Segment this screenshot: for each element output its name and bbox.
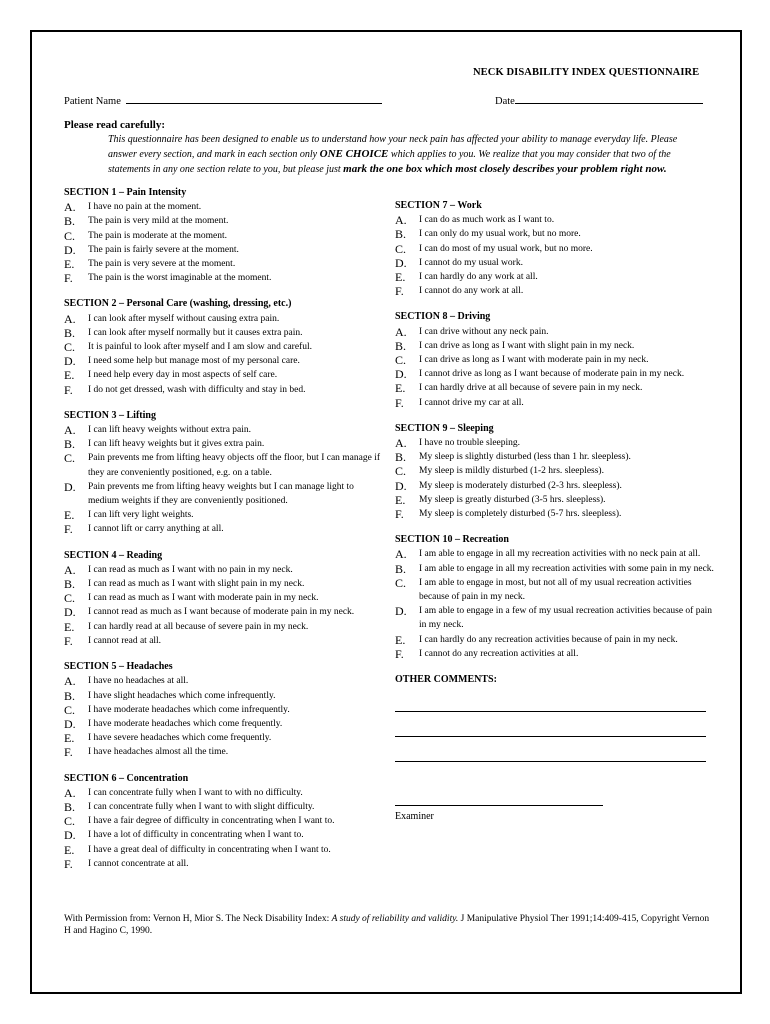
option-letter: E. <box>395 381 406 396</box>
instructions-text <box>108 132 708 177</box>
option-text: I cannot read at all. <box>88 635 162 646</box>
option-letter: E. <box>64 731 75 746</box>
option-letter: C. <box>64 228 76 243</box>
instructions-heading: Please read carefully: <box>64 119 166 131</box>
date-line[interactable] <box>515 94 703 104</box>
questionnaire-section <box>64 186 384 285</box>
option-letter: C. <box>64 451 76 466</box>
option-text: I can read as much as I want with slight pain in my neck. <box>88 579 305 590</box>
questionnaire-section <box>395 422 715 521</box>
option-letter: D. <box>64 479 76 494</box>
section-title: SECTION 2 – Personal Care (washing, dressing, etc.) <box>64 298 292 310</box>
answer-option[interactable] <box>395 493 715 507</box>
option-text: I can drive as long as I want with slight pain in my neck. <box>419 340 635 351</box>
option-text: I cannot drive as long as I want because of moderate pain in my neck. <box>419 369 685 380</box>
answer-option[interactable] <box>64 312 384 326</box>
option-text: I can hardly do any work at all. <box>419 272 538 283</box>
option-text: I am able to engage in a few of my usual recreation activities because of pain in my neck. <box>419 606 713 631</box>
answer-option[interactable] <box>64 717 384 731</box>
answer-option[interactable] <box>395 647 715 661</box>
option-text: I am able to engage in all my recreation activities with no neck pain at all. <box>419 549 701 560</box>
answer-option[interactable] <box>64 214 384 228</box>
option-letter: B. <box>64 799 76 814</box>
right-column <box>395 199 715 825</box>
page-title: NECK DISABILITY INDEX QUESTIONNAIRE <box>473 67 700 78</box>
answer-option[interactable] <box>64 828 384 842</box>
option-text: I can do most of my usual work, but no more. <box>419 243 593 254</box>
questionnaire-section <box>64 660 384 759</box>
option-text: I have a lot of difficulty in concentrating when I want to. <box>88 830 304 841</box>
answer-option[interactable] <box>64 786 384 800</box>
option-letter: F. <box>64 522 73 537</box>
option-text: I can look after myself normally but it causes extra pain. <box>88 327 303 338</box>
answer-option[interactable] <box>64 731 384 745</box>
section-title: SECTION 7 – Work <box>395 200 482 211</box>
option-text: I can hardly drive at all because of severe pain in my neck. <box>419 383 643 394</box>
answer-option[interactable] <box>395 325 715 339</box>
questionnaire-section <box>64 297 384 396</box>
option-letter: D. <box>395 604 407 619</box>
instructions-one-choice: ONE CHOICE <box>319 148 389 160</box>
answer-option[interactable] <box>64 354 384 368</box>
date-label: Date <box>495 96 515 107</box>
footer-suffix: J Manipulative Physiol Ther 1991;14:409-415, Copyright Vernon H and Hagino C, 1990. <box>64 914 710 936</box>
option-letter: D. <box>395 367 407 382</box>
footer-italic: A study of reliability and validity. <box>331 914 459 924</box>
answer-option[interactable] <box>395 562 715 576</box>
option-text: I need some help but manage most of my personal care. <box>88 356 300 367</box>
instructions-part-2: which applies to you. We realize that you may consider that two of the statements in any one section relate to you, but please just <box>108 149 671 175</box>
answer-option[interactable] <box>395 436 715 450</box>
option-text: It is painful to look after myself and I am slow and careful. <box>88 342 312 353</box>
answer-option[interactable] <box>395 633 715 647</box>
section-title: SECTION 8 – Driving <box>395 311 491 323</box>
option-letter: E. <box>395 270 406 285</box>
option-letter: C. <box>395 464 407 479</box>
option-letter: A. <box>395 213 407 228</box>
option-letter: E. <box>395 632 406 647</box>
comment-line[interactable] <box>395 760 706 762</box>
answer-option[interactable] <box>64 451 384 479</box>
option-letter: D. <box>395 478 407 493</box>
answer-option[interactable] <box>395 227 715 241</box>
option-letter: D. <box>64 242 76 257</box>
option-letter: F. <box>64 745 73 760</box>
option-text: I cannot drive my car at all. <box>419 397 524 408</box>
comment-line[interactable] <box>395 710 706 712</box>
option-letter: D. <box>64 828 76 843</box>
option-text: I cannot read as much as I want because of moderate pain in my neck. <box>88 607 355 618</box>
section-title: SECTION 10 – Recreation <box>395 534 509 546</box>
option-letter: E. <box>395 492 406 507</box>
answer-option[interactable] <box>395 450 715 464</box>
option-letter: A. <box>64 674 76 689</box>
answer-option[interactable] <box>64 843 384 857</box>
answer-option[interactable] <box>64 620 384 634</box>
option-text: I can lift very light weights. <box>88 510 194 521</box>
examiner-signature-line[interactable] <box>395 805 603 806</box>
option-letter: F. <box>64 382 73 397</box>
answer-option[interactable] <box>395 367 715 381</box>
option-text: I can lift heavy weights but it gives extra pain. <box>88 439 265 450</box>
instructions-bold-end: mark the one box which most closely describes your problem right now. <box>343 163 667 175</box>
answer-option[interactable] <box>64 243 384 257</box>
patient-name-line[interactable] <box>126 94 382 104</box>
section-title: SECTION 6 – Concentration <box>64 772 189 784</box>
option-text: I can lift heavy weights without extra pain. <box>88 425 252 436</box>
option-letter: C. <box>395 241 407 256</box>
option-letter: D. <box>64 605 76 620</box>
option-text: The pain is fairly severe at the moment. <box>88 244 239 255</box>
option-text: I cannot lift or carry anything at all. <box>88 524 224 535</box>
option-text: My sleep is moderately disturbed (2-3 hrs. sleepless). <box>419 480 622 491</box>
option-text: I can drive as long as I want with moderate pain in my neck. <box>419 355 649 366</box>
option-text: I have no pain at the moment. <box>88 202 202 213</box>
option-text: I can drive without any neck pain. <box>419 326 549 337</box>
comment-line[interactable] <box>395 735 706 737</box>
answer-option[interactable] <box>395 464 715 478</box>
answer-option[interactable] <box>64 674 384 688</box>
section-title: SECTION 9 – Sleeping <box>395 422 494 434</box>
option-letter: C. <box>64 702 76 717</box>
option-letter: F. <box>395 507 404 522</box>
option-letter: D. <box>64 716 76 731</box>
option-letter: A. <box>395 547 407 562</box>
option-text: I can hardly do any recreation activities because of pain in my neck. <box>419 634 678 645</box>
answer-option[interactable] <box>64 563 384 577</box>
answer-option[interactable] <box>64 605 384 619</box>
answer-option[interactable] <box>64 229 384 243</box>
answer-option[interactable] <box>64 423 384 437</box>
option-letter: F. <box>395 284 404 299</box>
option-text: I cannot do my usual work. <box>419 257 523 268</box>
option-letter: F. <box>64 633 73 648</box>
option-letter: E. <box>64 368 75 383</box>
option-text: I have slight headaches which come infrequently. <box>88 690 276 701</box>
option-text: I can do as much work as I want to. <box>419 215 555 226</box>
option-text: I can hardly read at all because of severe pain in my neck. <box>88 621 309 632</box>
other-comments-label: OTHER COMMENTS: <box>395 674 497 686</box>
option-text: My sleep is completely disturbed (5-7 hrs. sleepless). <box>419 509 622 520</box>
answer-option[interactable] <box>64 634 384 648</box>
option-letter: C. <box>395 353 407 368</box>
option-letter: C. <box>64 814 76 829</box>
option-letter: A. <box>395 324 407 339</box>
answer-option[interactable] <box>64 340 384 354</box>
answer-option[interactable] <box>395 213 715 227</box>
option-letter: B. <box>395 227 407 242</box>
option-letter: B. <box>64 325 76 340</box>
option-letter: D. <box>64 354 76 369</box>
option-text: I have no headaches at all. <box>88 676 189 687</box>
instructions-part-1: This questionnaire has been designed to enable us to understand how your neck pain has affected your ability to manage everyday life. Please answer every section, and mark in each section only <box>108 134 678 160</box>
answer-option[interactable] <box>395 547 715 561</box>
answer-option[interactable] <box>395 507 715 521</box>
option-text: The pain is moderate at the moment. <box>88 230 228 241</box>
option-text: I cannot do any work at all. <box>419 286 524 297</box>
footer-citation <box>64 913 714 937</box>
answer-option[interactable] <box>64 368 384 382</box>
answer-option[interactable] <box>395 604 715 632</box>
option-text: I have a great deal of difficulty in concentrating when I want to. <box>88 844 331 855</box>
answer-option[interactable] <box>64 800 384 814</box>
option-letter: C. <box>64 591 76 606</box>
option-letter: D. <box>395 255 407 270</box>
option-text: I can only do my usual work, but no more. <box>419 229 581 240</box>
option-text: I have moderate headaches which come infrequently. <box>88 704 290 715</box>
option-letter: B. <box>395 561 407 576</box>
option-letter: F. <box>64 271 73 286</box>
option-letter: E. <box>64 508 75 523</box>
answer-option[interactable] <box>64 437 384 451</box>
option-letter: B. <box>64 688 76 703</box>
answer-option[interactable] <box>395 353 715 367</box>
right-sections <box>395 199 715 661</box>
option-letter: C. <box>64 340 76 355</box>
answer-option[interactable] <box>64 814 384 828</box>
answer-option[interactable] <box>64 326 384 340</box>
section-title: SECTION 4 – Reading <box>64 549 163 561</box>
answer-option[interactable] <box>395 576 715 604</box>
option-text: I cannot concentrate at all. <box>88 858 189 869</box>
left-column <box>64 186 384 883</box>
answer-option[interactable] <box>64 480 384 508</box>
option-text: My sleep is mildly disturbed (1-2 hrs. sleepless). <box>419 466 604 477</box>
option-letter: A. <box>64 423 76 438</box>
answer-option[interactable] <box>395 339 715 353</box>
option-text: Pain prevents me from lifting heavy objects off the floor, but I can manage if they are conveniently positioned, e.g. on a table. <box>88 453 381 478</box>
answer-option[interactable] <box>64 857 384 871</box>
option-text: I can concentrate fully when I want to with no difficulty. <box>88 787 303 798</box>
patient-name-field[interactable] <box>64 94 382 107</box>
option-letter: A. <box>64 562 76 577</box>
answer-option[interactable] <box>64 271 384 285</box>
questionnaire-section <box>395 310 715 409</box>
option-text: I am able to engage in most, but not all of my usual recreation activities because of pain in my neck. <box>419 577 692 603</box>
option-text: I have severe headaches which come frequently. <box>88 733 272 744</box>
option-text: I need help every day in most aspects of self care. <box>88 370 278 381</box>
answer-option[interactable] <box>64 689 384 703</box>
answer-option[interactable] <box>395 396 715 410</box>
option-letter: A. <box>64 200 76 215</box>
option-text: I can look after myself without causing extra pain. <box>88 313 280 324</box>
questionnaire-section <box>64 549 384 648</box>
examiner-label: Examiner <box>395 811 434 823</box>
option-letter: C. <box>395 575 407 590</box>
option-letter: A. <box>64 785 76 800</box>
option-letter: E. <box>64 619 75 634</box>
questionnaire-section <box>64 409 384 537</box>
option-text: I have a fair degree of difficulty in concentrating when I want to. <box>88 816 335 827</box>
answer-option[interactable] <box>64 703 384 717</box>
answer-option[interactable] <box>395 270 715 284</box>
option-text: I can concentrate fully when I want to with slight difficulty. <box>88 801 315 812</box>
option-letter: A. <box>64 311 76 326</box>
option-letter: F. <box>395 395 404 410</box>
answer-option[interactable] <box>395 256 715 270</box>
option-letter: B. <box>64 214 76 229</box>
answer-option[interactable] <box>64 200 384 214</box>
answer-option[interactable] <box>395 242 715 256</box>
option-text: Pain prevents me from lifting heavy weights but I can manage light to medium weights if they are conveniently positioned. <box>88 481 354 507</box>
option-text: The pain is the worst imaginable at the moment. <box>88 273 272 284</box>
footer-prefix: With Permission from: Vernon H, Mior S. The Neck Disability Index: <box>64 914 332 924</box>
option-letter: E. <box>64 257 75 272</box>
option-text: The pain is very severe at the moment. <box>88 259 236 270</box>
option-letter: B. <box>395 338 407 353</box>
answer-option[interactable] <box>64 577 384 591</box>
option-text: I have moderate headaches which come frequently. <box>88 718 283 729</box>
option-text: I cannot do any recreation activities at all. <box>419 648 579 659</box>
option-text: The pain is very mild at the moment. <box>88 216 229 227</box>
option-letter: B. <box>64 577 76 592</box>
answer-option[interactable] <box>395 381 715 395</box>
answer-option[interactable] <box>64 257 384 271</box>
option-letter: F. <box>64 856 73 871</box>
option-text: I can read as much as I want with no pain in my neck. <box>88 564 293 575</box>
date-field[interactable] <box>495 94 703 107</box>
section-title: SECTION 3 – Lifting <box>64 409 156 421</box>
option-text: I can read as much as I want with moderate pain in my neck. <box>88 593 319 604</box>
questionnaire-section <box>395 533 715 661</box>
option-text: My sleep is greatly disturbed (3-5 hrs. sleepless). <box>419 494 606 505</box>
answer-option[interactable] <box>64 522 384 536</box>
answer-option[interactable] <box>395 479 715 493</box>
patient-name-label: Patient Name <box>64 96 121 107</box>
questionnaire-section <box>64 772 384 871</box>
answer-option[interactable] <box>64 591 384 605</box>
option-text: I do not get dressed, wash with difficulty and stay in bed. <box>88 384 306 395</box>
option-text: I have no trouble sleeping. <box>419 438 521 449</box>
option-text: I have headaches almost all the time. <box>88 747 229 758</box>
option-letter: E. <box>64 842 75 857</box>
section-title: SECTION 5 – Headaches <box>64 661 173 673</box>
option-letter: B. <box>64 437 76 452</box>
section-title: SECTION 1 – Pain Intensity <box>64 187 187 198</box>
option-text: I am able to engage in all my recreation activities with some pain in my neck. <box>419 563 714 574</box>
answer-option[interactable] <box>64 508 384 522</box>
option-letter: A. <box>395 436 407 451</box>
questionnaire-section <box>395 199 715 298</box>
answer-option[interactable] <box>64 383 384 397</box>
option-text: My sleep is slightly disturbed (less than 1 hr. sleepless). <box>419 452 631 463</box>
option-letter: B. <box>395 450 407 465</box>
option-letter: F. <box>395 646 404 661</box>
answer-option[interactable] <box>395 284 715 298</box>
answer-option[interactable] <box>64 745 384 759</box>
